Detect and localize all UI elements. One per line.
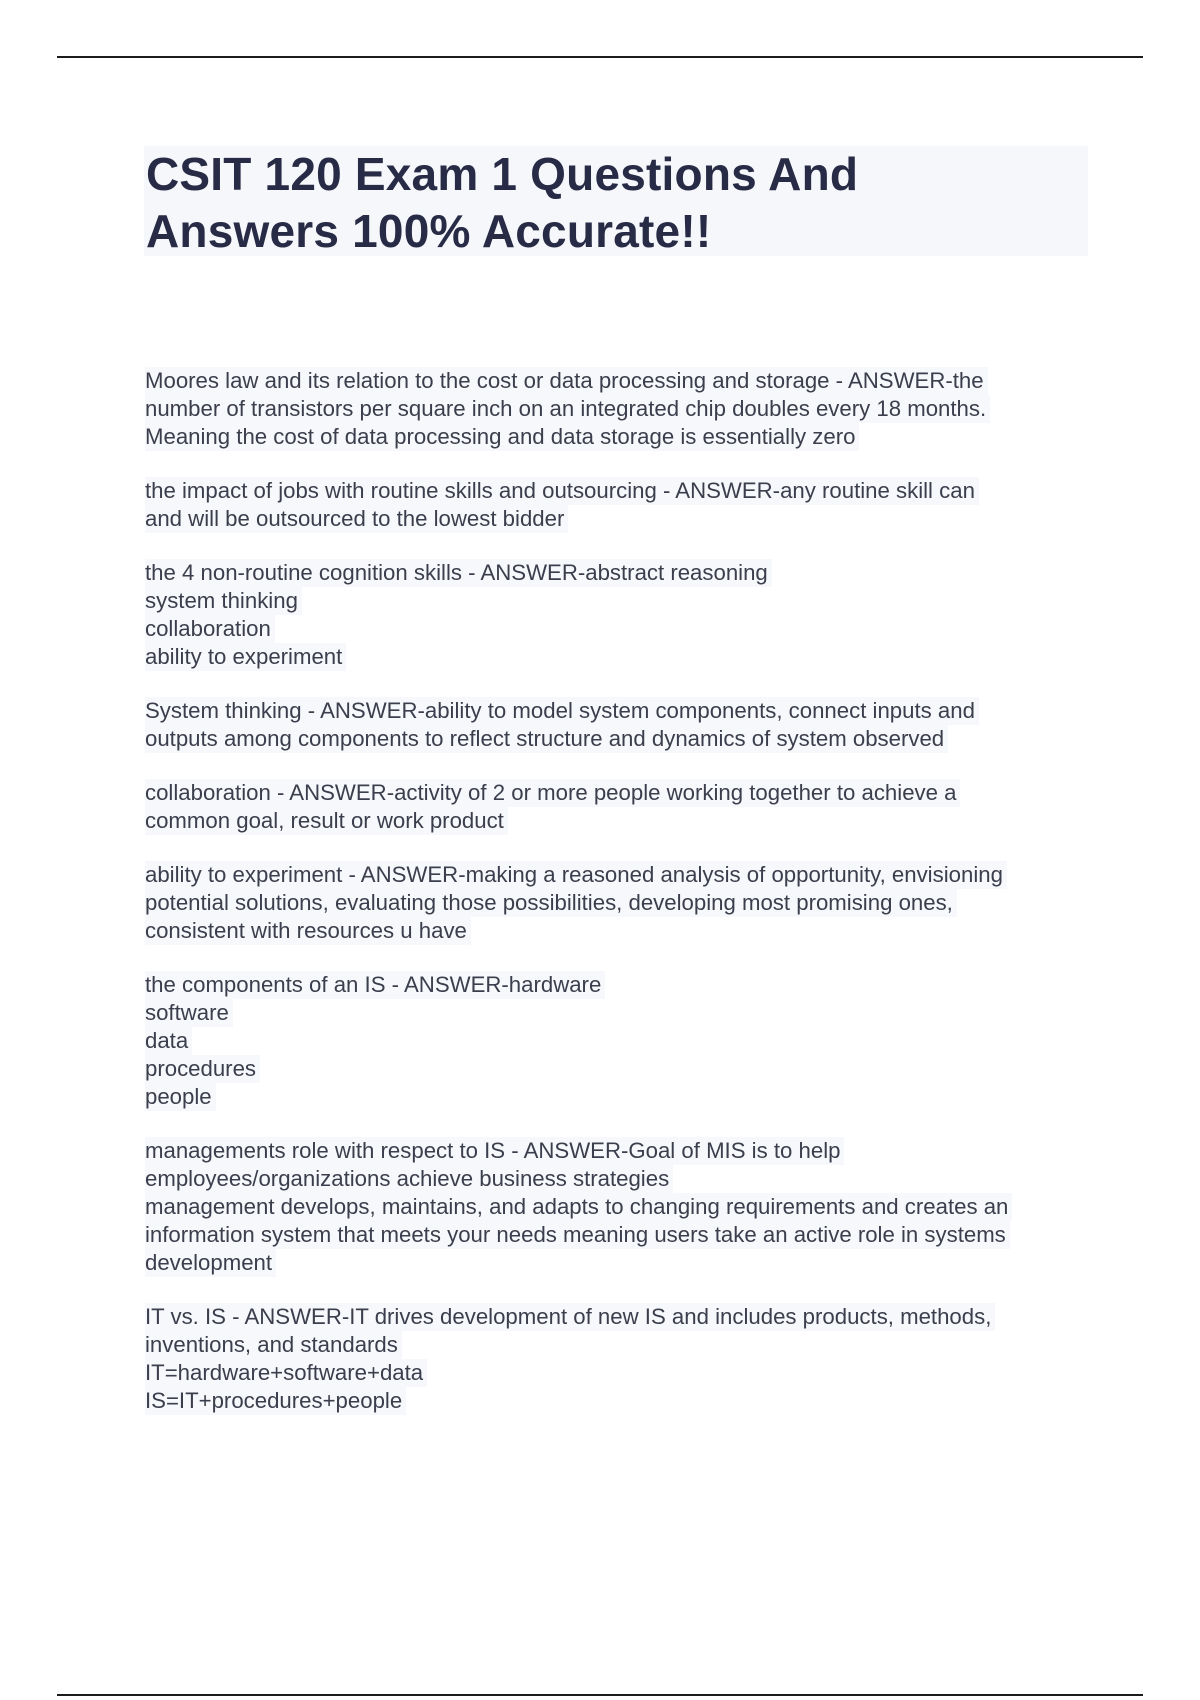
qa-item <box>145 1303 1095 1415</box>
title-block <box>144 146 1088 256</box>
qa-line: employees/organizations achieve business strategies <box>145 1165 673 1193</box>
qa-line: and will be outsourced to the lowest bidder <box>145 505 568 533</box>
qa-line: consistent with resources u have <box>145 917 471 945</box>
bottom-rule <box>57 1694 1143 1696</box>
qa-line: software <box>145 999 233 1027</box>
qa-item <box>145 477 1095 533</box>
qa-line: people <box>145 1083 216 1111</box>
qa-line: ability to experiment <box>145 643 346 671</box>
qa-line: outputs among components to reflect structure and dynamics of system observed <box>145 725 948 753</box>
qa-line: the impact of jobs with routine skills and outsourcing - ANSWER-any routine skill can <box>145 477 979 505</box>
title-line: Answers 100% Accurate!! <box>146 205 712 257</box>
qa-line: IT vs. IS - ANSWER-IT drives development of new IS and includes products, methods, <box>145 1303 995 1331</box>
qa-line: System thinking - ANSWER-ability to model system components, connect inputs and <box>145 697 979 725</box>
qa-line: procedures <box>145 1055 260 1083</box>
qa-item <box>145 861 1095 945</box>
qa-list <box>145 367 1095 1441</box>
qa-line: common goal, result or work product <box>145 807 508 835</box>
qa-line: potential solutions, evaluating those possibilities, developing most promising ones, <box>145 889 957 917</box>
qa-line: number of transistors per square inch on an integrated chip doubles every 18 months. <box>145 395 990 423</box>
qa-line: management develops, maintains, and adapts to changing requirements and creates an <box>145 1193 1012 1221</box>
qa-item <box>145 971 1095 1111</box>
qa-line: IT=hardware+software+data <box>145 1359 427 1387</box>
qa-line: information system that meets your needs meaning users take an active role in systems <box>145 1221 1010 1249</box>
qa-line: IS=IT+procedures+people <box>145 1387 406 1415</box>
qa-line: system thinking <box>145 587 302 615</box>
top-rule <box>57 56 1143 58</box>
title-line: CSIT 120 Exam 1 Questions And <box>146 148 859 200</box>
qa-item <box>145 697 1095 753</box>
qa-line: Moores law and its relation to the cost or data processing and storage - ANSWER-the <box>145 367 988 395</box>
qa-line: development <box>145 1249 276 1277</box>
qa-line: Meaning the cost of data processing and data storage is essentially zero <box>145 423 859 451</box>
qa-item <box>145 367 1095 451</box>
qa-line: data <box>145 1027 192 1055</box>
qa-line: collaboration - ANSWER-activity of 2 or more people working together to achieve a <box>145 779 960 807</box>
qa-line: inventions, and standards <box>145 1331 402 1359</box>
qa-line: collaboration <box>145 615 275 643</box>
document-title <box>144 146 1088 260</box>
qa-line: the 4 non-routine cognition skills - ANSWER-abstract reasoning <box>145 559 772 587</box>
qa-item <box>145 779 1095 835</box>
qa-line: ability to experiment - ANSWER-making a reasoned analysis of opportunity, envisioning <box>145 861 1007 889</box>
qa-line: the components of an IS - ANSWER-hardware <box>145 971 605 999</box>
qa-line: managements role with respect to IS - ANSWER-Goal of MIS is to help <box>145 1137 844 1165</box>
qa-item <box>145 559 1095 671</box>
qa-item <box>145 1137 1095 1277</box>
